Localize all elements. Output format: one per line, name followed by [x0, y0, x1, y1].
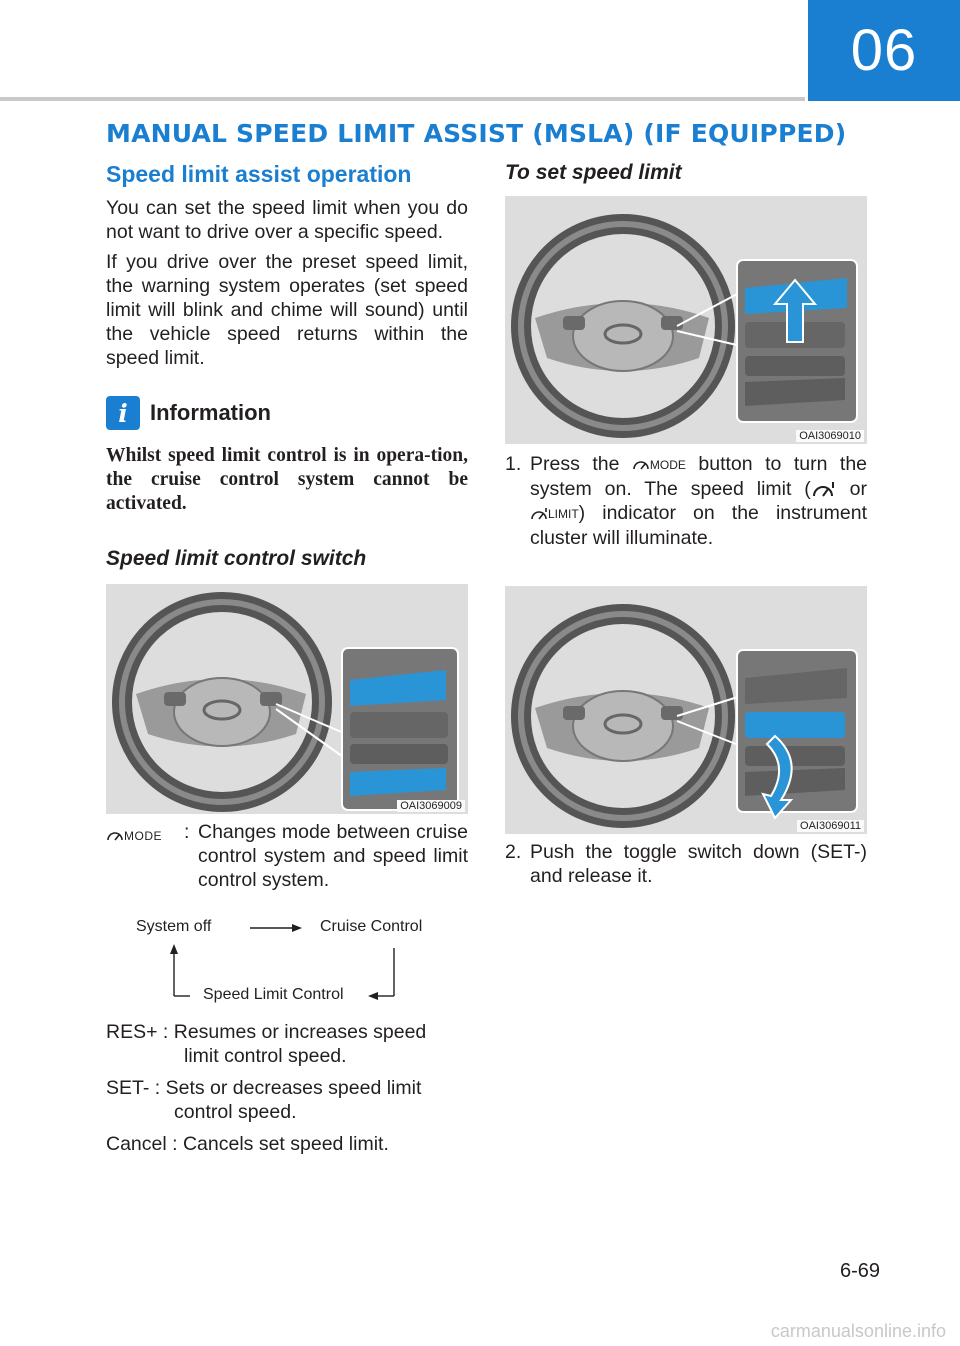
chapter-tab: 06 [808, 0, 960, 101]
heading-to-set-speed-limit: To set speed limit [505, 161, 682, 184]
speed-limit-limit-icon [530, 507, 548, 521]
information-title: Information [150, 400, 271, 425]
set-line-2: control speed. [174, 1101, 297, 1123]
speedometer-icon [106, 830, 124, 842]
header-rule [0, 97, 805, 101]
heading-speed-limit-assist-operation: Speed limit assist operation [106, 161, 412, 187]
information-box-header [106, 396, 468, 430]
res-line-1: RES+ : Resumes or increases speed [106, 1021, 427, 1043]
information-icon: i [106, 396, 140, 430]
toggle-down-figure [505, 586, 867, 834]
warning-paragraph: If you drive over the preset speed limit, the warning system operates (set speed limit will blink and chime will sound) until the vehicle speed returns within the speed limit. [106, 251, 468, 369]
left-column [106, 158, 468, 1156]
figure-code: OAI3069009 [397, 800, 465, 812]
flow-speed-limit-control: Speed Limit Control [203, 986, 344, 1003]
step-2-text: Push the toggle switch down (SET-) and release it. [530, 840, 867, 887]
set-definition [106, 1076, 468, 1124]
page-number: 6-69 [839, 1260, 880, 1282]
mode-legend-row: MODE : Changes mode between cruise control system and speed limit control system. [106, 820, 468, 892]
figure-code: OAI3069010 [796, 430, 864, 442]
speedometer-icon [632, 459, 650, 471]
steering-wheel-toggle-illustration [505, 586, 867, 834]
step-1-text: Press the MODE button to turn the system on. The speed limit ( or LIMIT ) indicator on the instrument cluster will illuminate. [530, 453, 868, 549]
set-line-1: SET- : Sets or decreases speed limit [106, 1077, 422, 1099]
mode-description: Changes mode between cruise control system and speed limit control system. [198, 821, 468, 891]
step-2-number: 2. [505, 840, 522, 863]
step-2 [505, 840, 867, 888]
steering-wheel-mode-illustration [505, 196, 867, 444]
step-1-number: 1. [505, 453, 522, 475]
watermark: carmanualsonline.info [770, 1321, 946, 1341]
mode-flow-diagram [106, 892, 468, 1012]
information-text: Whilst speed limit control is in opera-tion, the cruise control system cannot be activated. [106, 445, 468, 514]
res-line-2: limit control speed. [184, 1045, 347, 1067]
steering-wheel-illustration [106, 584, 468, 814]
figure-code: OAI3069011 [797, 820, 864, 832]
mode-key [106, 820, 184, 892]
cancel-definition: Cancel : Cancels set speed limit. [106, 1133, 389, 1155]
step-1 [505, 452, 867, 550]
mode-label: MODE [124, 829, 162, 843]
right-column [505, 158, 867, 888]
section-title: MANUAL SPEED LIMIT ASSIST (MSLA) (IF EQUIPPED) [106, 119, 847, 148]
press-mode-figure [505, 196, 867, 444]
heading-speed-limit-control-switch: Speed limit control switch [106, 547, 367, 570]
flow-system-off: System off [136, 918, 212, 935]
speed-limit-indicator-icon [811, 480, 837, 500]
intro-paragraph: You can set the speed limit when you do not want to drive over a specific speed. [106, 197, 468, 243]
steering-wheel-switch-figure [106, 584, 468, 814]
res-definition [106, 1020, 468, 1068]
flow-cruise-control: Cruise Control [320, 918, 423, 935]
